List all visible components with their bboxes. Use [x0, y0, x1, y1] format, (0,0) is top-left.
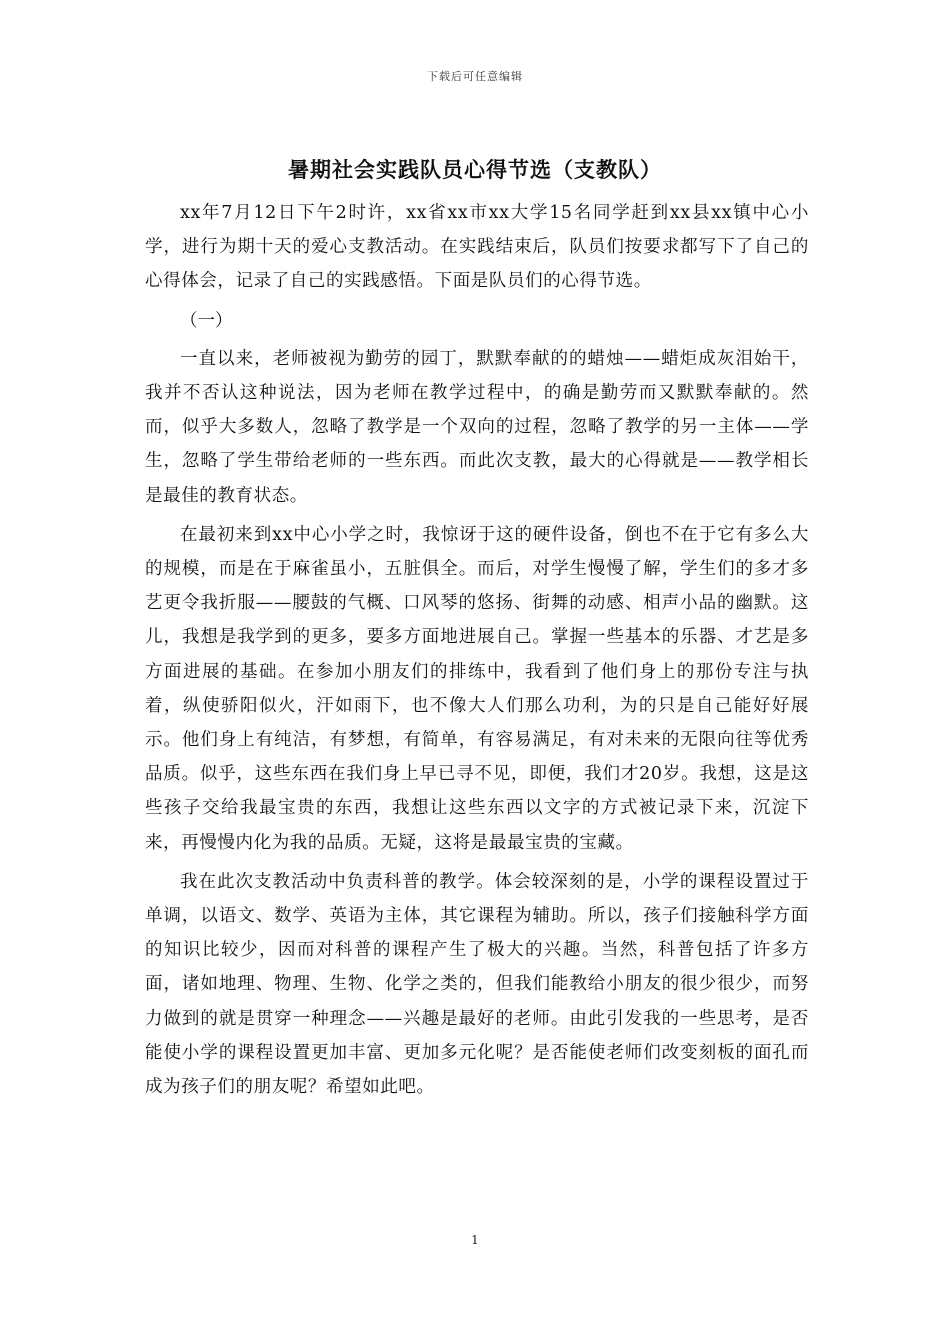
document-title: 暑期社会实践队员心得节选（支教队） [288, 157, 662, 182]
section-label: （一） [180, 310, 233, 331]
intro-paragraph: xx年7月12日下午2时许，xx省xx市xx大学15名同学赶到xx县xx镇中心小学，进行为期十天的爱心支教活动。在实践结束后，队员们按要求都写下了自己的心得体会，记录了自己的实践感悟。下面是队员们的心得节选。 [145, 203, 809, 292]
header-note: 下载后可任意编辑 [427, 70, 523, 83]
body-paragraph-2: 在最初来到xx中心小学之时，我惊讶于这的硬件设备，倒也不在于它有多么大的规模，而是在于麻雀虽小，五脏俱全。而后，对学生慢慢了解，学生们的多才多艺更令我折服——腰鼓的气概、口风琴的悠扬、街舞的动感、相声小品的幽默。这儿，我想是我学到的更多，要多方面地进展自己。掌握一些基本的乐器、才艺是多方面进展的基础。在参加小朋友们的排练中，我看到了他们身上的那份专注与执着，纵使骄阳似火，汗如雨下，也不像大人们那么功利，为的只是自己能好好展示。他们身上有纯洁，有梦想，有简单，有容易满足，有对未来的无限向往等优秀品质。似乎，这些东西在我们身上早已寻不见，即便，我们才20岁。我想，这是这些孩子交给我最宝贵的东西，我想让这些东西以文字的方式被记录下来，沉淀下来，再慢慢内化为我的品质。无疑，这将是最最宝贵的宝藏。 [145, 524, 809, 853]
body-paragraph-3: 我在此次支教活动中负责科普的教学。体会较深刻的是，小学的课程设置过于单调，以语文、数学、英语为主体，其它课程为辅助。所以，孩子们接触科学方面的知识比较少，因而对科普的课程产生了极大的兴趣。当然，科普包括了许多方面，诸如地理、物理、生物、化学之类的，但我们能教给小朋友的很少很少，而努力做到的就是贯穿一种理念——兴趣是最好的老师。由此引发我的一些思考，是否能使小学的课程设置更加丰富、更加多元化呢？是否能使老师们改变刻板的面孔而成为孩子们的朋友呢？希望如此吧。 [145, 871, 809, 1098]
page-number: 1 [471, 1233, 479, 1247]
body-paragraph-1: 一直以来，老师被视为勤劳的园丁，默默奉献的的蜡烛——蜡炬成灰泪始干，我并不否认这种说法，因为老师在教学过程中，的确是勤劳而又默默奉献的。然而，似乎大多数人，忽略了教学是一个双向的过程，忽略了教学的另一主体——学生，忽略了学生带给老师的一些东西。而此次支教，最大的心得就是——教学相长是最佳的教育状态。 [145, 348, 809, 506]
document-body [145, 196, 809, 1109]
